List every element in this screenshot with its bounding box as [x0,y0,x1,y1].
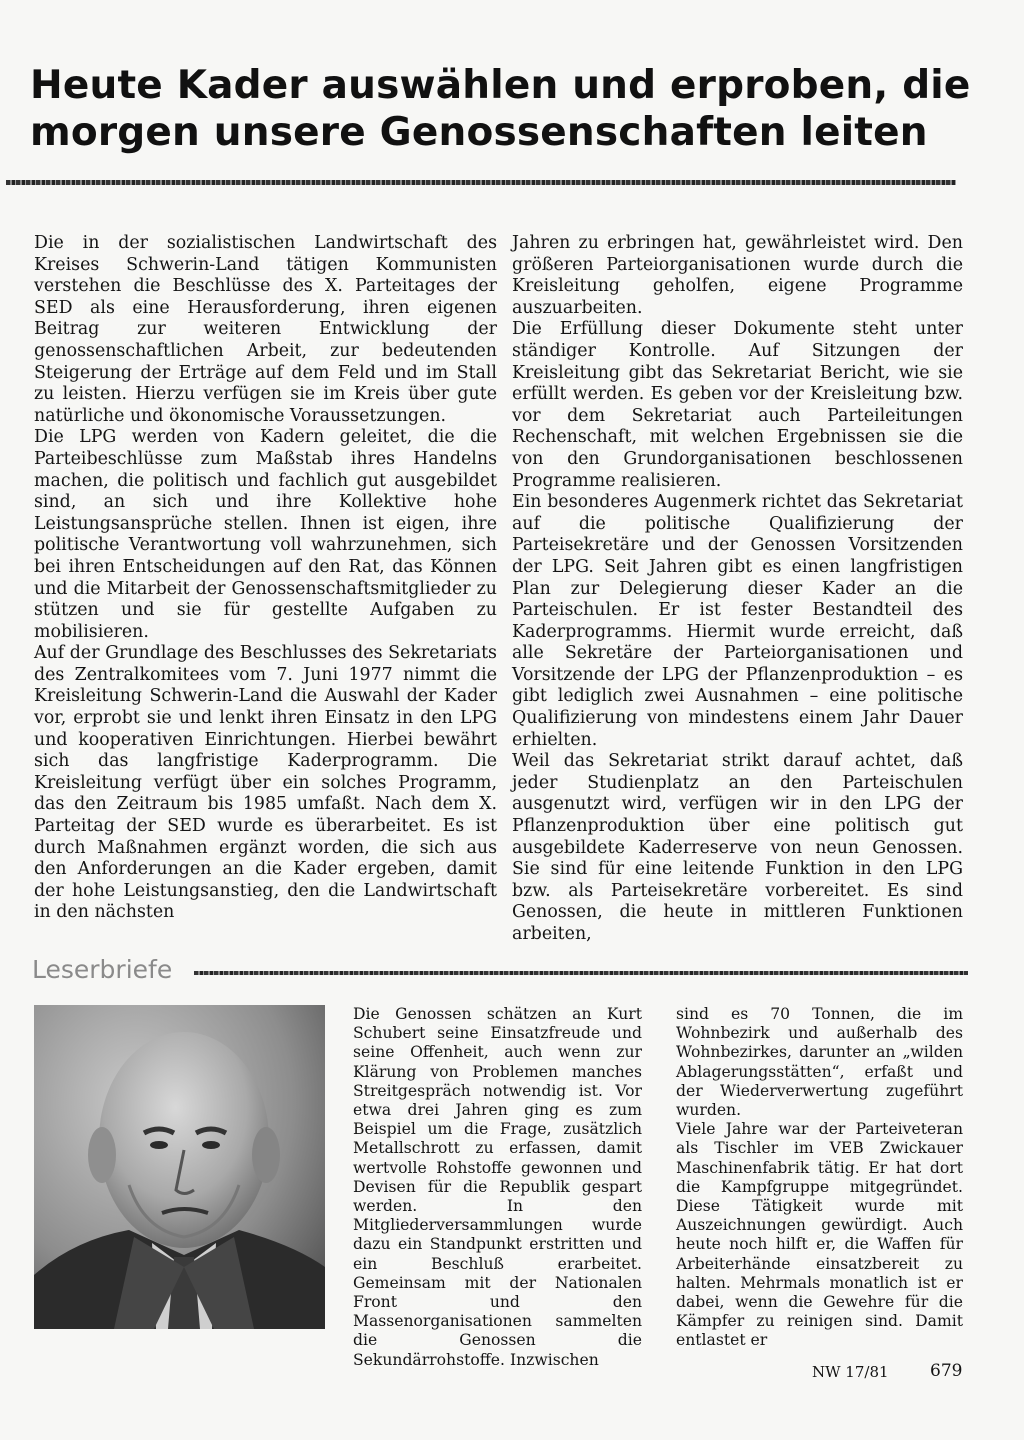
article-paragraph: Die Erfüllung dieser Dokumente steht unter ständiger Kontrolle. Auf Sitzungen der Kreisleitung gibt das Sekretariat Bericht, wie sie erfüllt werden. Es geben vor der Kreisleitung bzw. vor dem Sekretariat auch Parteileitungen Rechenschaft, mit welchen Ergebnissen sie die von den Grundorganisationen beschlossenen Programme realisieren. [512,319,963,491]
issue-label: NW 17/81 [812,1363,889,1381]
portrait-illustration [34,1005,325,1329]
page-number: 679 [930,1361,963,1381]
article-column-1 [34,233,497,924]
portrait-photo [34,1005,325,1329]
section-rule [194,971,968,975]
article-headline: Heute Kader auswählen und erproben, die morgen unsere Genossenschaften leiten [30,63,971,155]
article-paragraph: Auf der Grundlage des Beschlusses des Sekretariats des Zentralkomitees vom 7. Juni 1977 nimmt die Kreisleitung Schwerin-Land die Auswahl der Kader vor, erprobt sie und lenkt ihren Einsatz in den LPG und kooperativen Einrichtungen. Hierbei bewährt sich das langfristige Kaderprogramm. Die Kreisleitung verfügt über ein solches Programm, das den Zeitraum bis 1985 umfaßt. Nach dem X. Parteitag der SED wurde es überarbeitet. Es ist durch Maßnahmen ergänzt worden, die sich aus den Anforderungen an die Kader ergeben, damit der hohe Leistungsanstieg, den die Landwirtschaft in den nächsten [34,643,497,923]
article-column-2 [512,233,963,946]
article-paragraph: Weil das Sekretariat strikt darauf achtet, daß jeder Studienplatz an den Parteischulen ausgenutzt wird, verfügen wir in den LPG der Pflanzenproduktion über eine politisch gut ausgebildete Kaderreserve von neun Genossen. Sie sind für eine leitende Funktion in den LPG bzw. als Parteisekretäre vorbereitet. Es sind Genossen, die heute in mittleren Funktionen arbeiten, [512,751,963,944]
letter-column-1 [353,1005,642,1370]
section-title: Leserbriefe [32,955,173,984]
article-paragraph: Jahren zu erbringen hat, gewährleistet wird. Den größeren Parteiorganisationen wurde durch die Kreisleitung geholfen, eigene Programme auszuarbeiten. [512,233,963,318]
headline-rule [6,180,956,185]
article-paragraph: Die in der sozialistischen Landwirtschaft des Kreises Schwerin-Land tätigen Kommunisten verstehen die Beschlüsse des X. Parteitages der SED als eine Herausforderung, ihren eigenen Beitrag zur weiteren Entwicklung der genossenschaftlichen Arbeit, zur bedeutenden Steigerung der Erträge auf dem Feld und im Stall zu leisten. Hierzu verfügen sie im Kreis über gute natürliche und ökonomische Voraussetzungen. [34,233,497,426]
letter-paragraph: Viele Jahre war der Parteiveteran als Tischler im VEB Zwickauer Maschinenfabrik tätig. Er hat dort die Kampfgruppe mitgegründet. Diese Tätigkeit wurde mit Auszeichnungen gewürdigt. Auch heute noch hilft er, die Waffen für Arbeiterhände einsatzbereit zu halten. Mehrmals monatlich ist er dabei, wenn die Gewehre für die Kämpfer zu reinigen sind. Damit entlastet er [676,1120,963,1350]
letter-column-2 [676,1005,963,1351]
article-paragraph: Die LPG werden von Kadern geleitet, die die Parteibeschlüsse zum Maßstab ihres Handelns machen, die politisch und fachlich gut ausgebildet sind, an sich und ihre Kollektive hohe Leistungsansprüche stellen. Ihnen ist eigen, ihre politische Verantwortung voll wahrzunehmen, sich bei ihren Entscheidungen auf den Rat, das Können und die Mitarbeit der Genossenschaftsmitglieder zu stützen und sie für gestellte Aufgaben zu mobilisieren. [34,427,497,642]
letter-paragraph: Die Genossen schätzen an Kurt Schubert seine Einsatzfreude und seine Offenheit, auch wenn zur Klärung von Problemen manches Streitgespräch notwendig ist. Vor etwa drei Jahren ging es zum Beispiel um die Frage, zusätzlich Metallschrott zu erfassen, damit wertvolle Rohstoffe gewonnen und Devisen für die Republik gespart werden. In den Mitgliederversammlungen wurde dazu ein Standpunkt erstritten und ein Beschluß erarbeitet. Gemeinsam mit der Nationalen Front und den Massenorganisationen sammelten die Genossen die Sekundärrohstoffe. Inzwischen [353,1005,642,1369]
article-paragraph: Ein besonderes Augenmerk richtet das Sekretariat auf die politische Qualifizierung der Parteisekretäre und der Genossen Vorsitzenden der LPG. Seit Jahren gibt es einen langfristigen Plan zur Delegierung dieser Kader an die Parteischulen. Er ist fester Bestandteil des Kaderprogramms. Hiermit wurde erreicht, daß alle Sekretäre der Parteiorganisationen und Vorsitzende der LPG der Pflanzenproduktion – es gibt lediglich zwei Ausnahmen – eine politische Qualifizierung von mindestens einem Jahr Dauer erhielten. [512,492,963,750]
letter-paragraph: sind es 70 Tonnen, die im Wohnbezirk und außerhalb des Wohnbezirkes, darunter an „wilden Ablagerungsstätten“, erfaßt und der Wiederverwertung zugeführt wurden. [676,1005,963,1120]
